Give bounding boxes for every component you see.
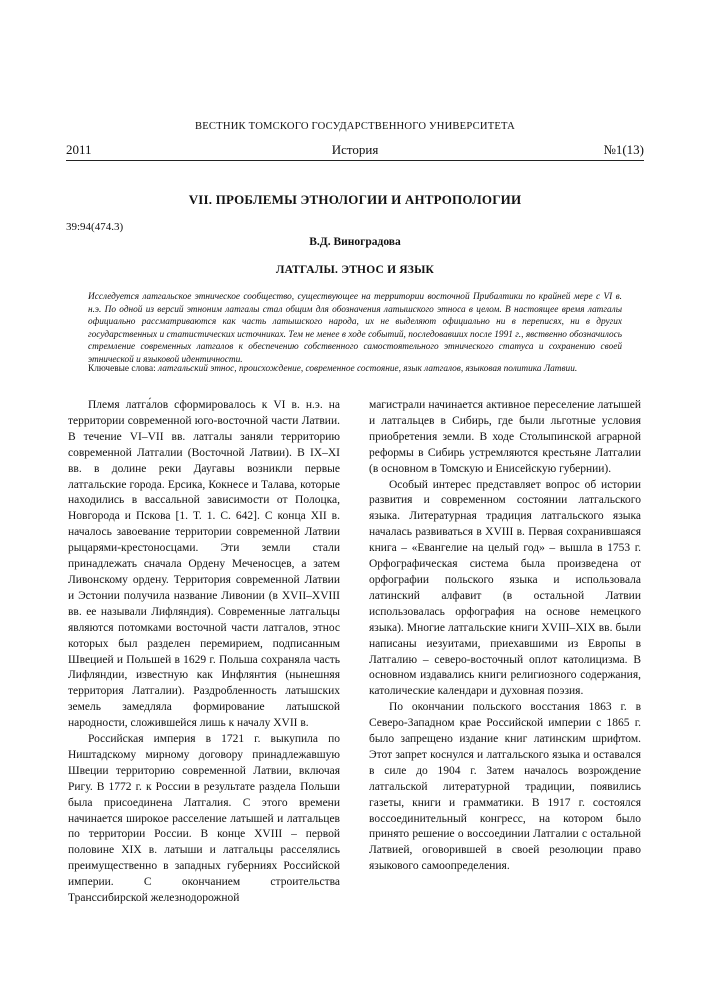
issue-year: 2011 xyxy=(66,142,92,157)
paragraph: магистрали начинается активное переселение латышей и латгальцев в Сибирь, где были льготные условия приобретения земли. В ходе Столыпинской аграрной реформы в Сибирь устремляются крестьяне Латгалии (в основном в Томскую и Енисейскую губернии). xyxy=(369,399,641,475)
article-title: ЛАТГАЛЫ. ЭТНОС И ЯЗЫК xyxy=(275,264,435,276)
journal-running-head: ВЕСТНИК ТОМСКОГО ГОСУДАРСТВЕННОГО УНИВЕРСИТЕТА xyxy=(194,121,516,132)
body-column-right xyxy=(369,398,641,875)
section-title: VII. ПРОБЛЕМЫ ЭТНОЛОГИИ И АНТРОПОЛОГИИ xyxy=(188,192,522,207)
issue-number: №1(13) xyxy=(603,142,644,157)
paragraph: Российская империя в 1721 г. выкупила по Ништадскому мирному договору принадлежавшую Швеции территорию современной Латвии, включая Ригу. В 1772 г. к России в результате раздела Польши была присоединена Латгалия. С этого времени начинается широкое расселение латышей и латгальцев по территории России. В конце XVIII – первой половине XIX в. латыши и латгальцы расселялись преимущественно в западных губерниях Российской империи. С окончанием строительства Транссибирской железнодорожной xyxy=(68,733,340,905)
paragraph: По окончании польского восстания 1863 г. в Северо-Западном крае Российской империи с 1865 г. было запрещено издание книг латинским шрифтом. Этот запрет коснулся и латгальского языка и оставался в силе до 1904 г. Затем началось возрождение латгальской литературной традиции, появились газеты, книги и грамматики. В 1917 г. состоялся воссоединительный конгресс, на котором было принято решение о воссоединии Латгалии с остальной Латвией, оговорившей в своей резолюции право языкового самоопределения. xyxy=(369,701,641,873)
keywords-label: Ключевые слова: xyxy=(88,364,156,374)
paragraph: Особый интерес представляет вопрос об истории развития и современном состоянии латгальского языка. Литературная традиция латгальского языка началась развиваться в XVIII в. Первая сохранившаяся книга – «Евангелие на целый год» – вышла в 1753 г. Орфографическая система была произведена от орфографии польского языка и использовала латинский алфавит (в остальной Латвии использовалась орфография на основе немецкого языка). Многие латгальские книги XVIII–XIX вв. были написаны иезуитами, приехавшими из Европы в Латгалию – северо-восточный оплот католицизма. В основном издавались книги религиозного содержания, католические календари и духовная поэзия. xyxy=(369,478,641,698)
author-name: В.Д. Виноградова xyxy=(309,236,401,248)
journal-section: История xyxy=(331,142,379,157)
header-rule xyxy=(66,160,644,161)
udc-code: 39:94(474.3) xyxy=(66,221,124,233)
keywords xyxy=(88,363,622,376)
keywords-list: латгальский этнос, происхождение, современное состояние, язык латгалов, языковая политика Латвии. xyxy=(158,364,578,374)
abstract: Исследуется латгальское этническое сообщество, существующее на территории восточной Прибалтики по крайней мере с VI в. н.э. По одной из версий этноним латгалы стал общим для обозначения латышского этноса в целом. В настоящее время латгалы официально рассматриваются как часть латышского народа, их не выделяют официально ни в переписях, ни в других государственных и статистических источниках. Тем не менее в ходе событий, последовавших после 1991 г., явственно обозначилось стремление современных латгалов к обеспечению собственного самостоятельного этнического статуса и сохранению своей этнической и языковой идентичности. xyxy=(88,292,622,365)
body-column-left xyxy=(68,398,340,907)
paragraph: Племя латга́лов сформировалось к VI в. н.э. на территории современной юго-восточной части Латвии. В течение VI–VII вв. латгалы заняли территорию современной Латгалии (Восточной Латвии). В IX–XI вв. в долине реки Даугавы возникли первые латгальские города. Ерсика, Кокнесе и Талава, которые находились в вассальной зависимости от Полоцка, Новгорода и Пскова [1. Т. 1. С. 642]. С конца XII в. началось завоевание территории современной Латвии рыцарями-крестоносцами. Эти земли стали принадлежать сначала Ордену Меченосцев, а затем Ливонскому ордену. Территория современной Латвии и Эстонии получила название Ливонии (в XVII–XVIII вв. ее называли Лифляндия). Современные латгальцы являются потомками восточной части латгалов, этнос которых был разделен перемирием, подписанным Швецией и Польшей в 1629 г. Польша сохраняла часть Лифляндии, известную как Инфлянтия (нынешняя территория Латгалии). Раздробленность латышских земель замедляла формирование латышской народности, сложившейся лишь к началу XVII в. xyxy=(68,399,340,730)
